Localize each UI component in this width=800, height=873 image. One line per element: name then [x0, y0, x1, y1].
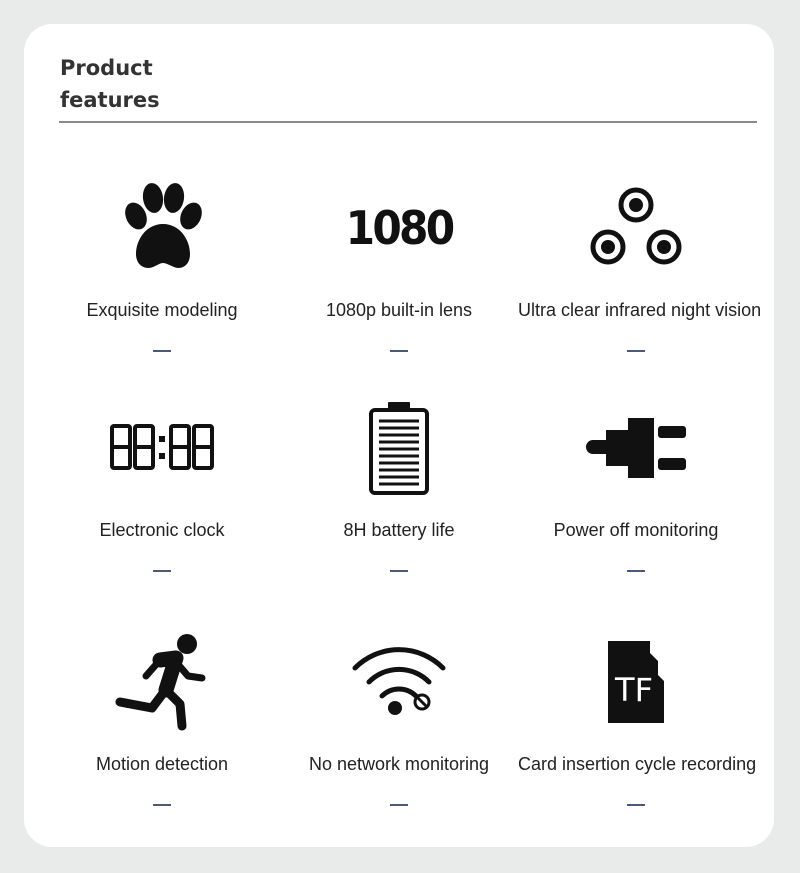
- feature-dash: [153, 350, 171, 352]
- feature-dash: [153, 804, 171, 806]
- feature-battery-life: [281, 388, 517, 588]
- digital-clock-icon: [44, 388, 280, 508]
- feature-dash: [153, 570, 171, 572]
- 1080-text-icon: [281, 168, 517, 288]
- feature-label: Motion detection: [95, 754, 229, 774]
- feature-motion-detection: [44, 622, 280, 822]
- infrared-lights-icon: [518, 168, 754, 288]
- feature-label: No network monitoring: [308, 754, 490, 774]
- feature-exquisite-modeling: [44, 168, 280, 368]
- feature-dash: [390, 804, 408, 806]
- feature-dash: [390, 350, 408, 352]
- feature-electronic-clock: [44, 388, 280, 588]
- feature-label: Card insertion cycle recording: [518, 754, 757, 774]
- feature-1080p-lens: [281, 168, 517, 368]
- feature-dash: [627, 804, 645, 806]
- running-person-icon: [44, 622, 280, 742]
- feature-label: Exquisite modeling: [86, 300, 238, 320]
- wifi-off-icon: [281, 622, 517, 742]
- feature-infrared-night-vision: [518, 168, 762, 368]
- tf-card-icon: [518, 622, 754, 742]
- title-divider: [59, 121, 757, 123]
- feature-label: Electronic clock: [99, 520, 225, 540]
- feature-dash: [390, 570, 408, 572]
- feature-label: Ultra clear infrared night vision: [518, 300, 762, 320]
- feature-dash: [627, 570, 645, 572]
- tf-card-text: TF: [615, 671, 653, 709]
- feature-power-off-monitoring: [518, 388, 754, 588]
- resolution-text: 1080: [345, 201, 453, 255]
- title-line-2: features: [60, 88, 160, 112]
- feature-card-cycle-recording: [518, 622, 757, 822]
- feature-label: 1080p built-in lens: [325, 300, 473, 320]
- page-title: [60, 52, 160, 116]
- features-card: [24, 24, 774, 847]
- feature-label: 8H battery life: [343, 520, 455, 540]
- feature-dash: [627, 350, 645, 352]
- title-line-1: Product: [60, 56, 153, 80]
- plug-icon: [518, 388, 754, 508]
- feature-no-network-monitoring: [281, 622, 517, 822]
- feature-label: Power off monitoring: [553, 520, 719, 540]
- battery-icon: [281, 388, 517, 508]
- paw-icon: [44, 168, 280, 288]
